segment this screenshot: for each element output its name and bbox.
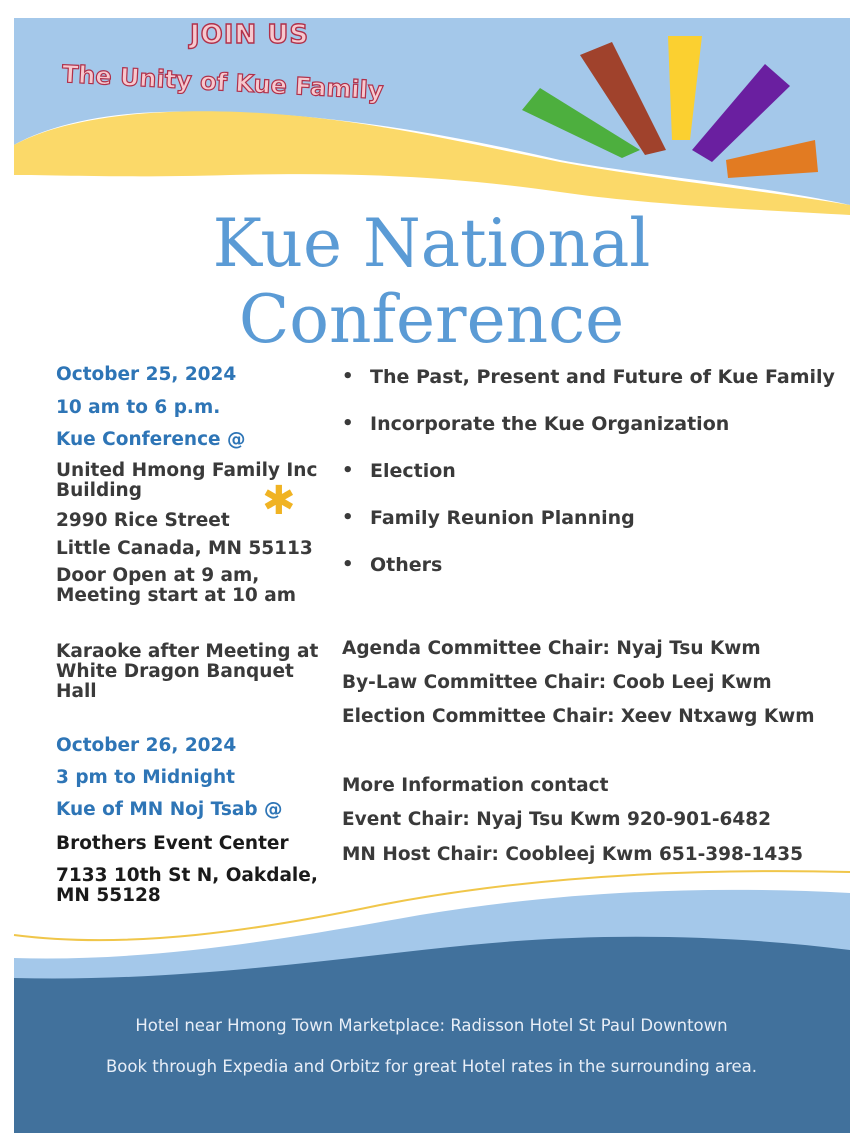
day2-address-line1: 7133 10th St N, Oakdale, [56, 865, 318, 886]
day1-venue-line1: United Hmong Family Inc [56, 460, 318, 481]
day1-door-times [56, 566, 296, 606]
karaoke-note [56, 642, 318, 702]
day2-address [56, 866, 318, 906]
topic-item: • Election [342, 460, 835, 507]
join-us-text: JOIN US [190, 20, 310, 50]
day1-city: Little Canada, MN 55113 [56, 538, 313, 559]
contact-heading: More Information contact [342, 775, 609, 796]
election-committee-chair: Election Committee Chair: Xeev Ntxawg Kwm [342, 706, 815, 727]
title-line-1: Kue National [212, 205, 651, 282]
day1-door-line2: Meeting start at 10 am [56, 585, 297, 606]
event-chair-contact: Event Chair: Nyaj Tsu Kwm 920-901-6482 [342, 809, 772, 830]
day2-event: Kue of MN Noj Tsab @ [56, 799, 283, 820]
day1-venue-line2: Building [56, 480, 142, 501]
footer-hotel: Hotel near Hmong Town Marketplace: Radisson Hotel St Paul Downtown [135, 1016, 728, 1035]
host-chair-contact: MN Host Chair: Coobleej Kwm 651-398-1435 [342, 844, 804, 865]
day1-date: October 25, 2024 [56, 364, 237, 385]
day1-door-line1: Door Open at 9 am, [56, 565, 260, 586]
day2-venue: Brothers Event Center [56, 833, 289, 854]
topic-item: • Others [342, 554, 835, 601]
unity-tagline: The Unity of Kue Family [61, 60, 385, 105]
karaoke-line2: White Dragon Banquet [56, 661, 294, 682]
day2-time: 3 pm to Midnight [56, 767, 236, 788]
footer-booking: Book through Expedia and Orbitz for great Hotel rates in the surrounding area. [105, 1057, 758, 1076]
day1-street: 2990 Rice Street [56, 510, 230, 531]
day1-time: 10 am to 6 p.m. [56, 397, 221, 418]
title-line-2: Conference [238, 281, 625, 358]
day2-address-line2: MN 55128 [56, 885, 161, 906]
karaoke-line3: Hall [56, 681, 97, 702]
day1-event: Kue Conference @ [56, 429, 246, 450]
topic-item: • Incorporate the Kue Organization [342, 413, 835, 460]
topics-list [342, 366, 835, 601]
karaoke-line1: Karaoke after Meeting at [56, 641, 319, 662]
topic-item: • Family Reunion Planning [342, 507, 835, 554]
day2-date: October 26, 2024 [56, 735, 237, 756]
bylaw-committee-chair: By-Law Committee Chair: Coob Leej Kwm [342, 672, 772, 693]
agenda-committee-chair: Agenda Committee Chair: Nyaj Tsu Kwm [342, 638, 761, 659]
topic-item: • The Past, Present and Future of Kue Family [342, 366, 835, 413]
star-icon: ✱ [262, 478, 296, 524]
